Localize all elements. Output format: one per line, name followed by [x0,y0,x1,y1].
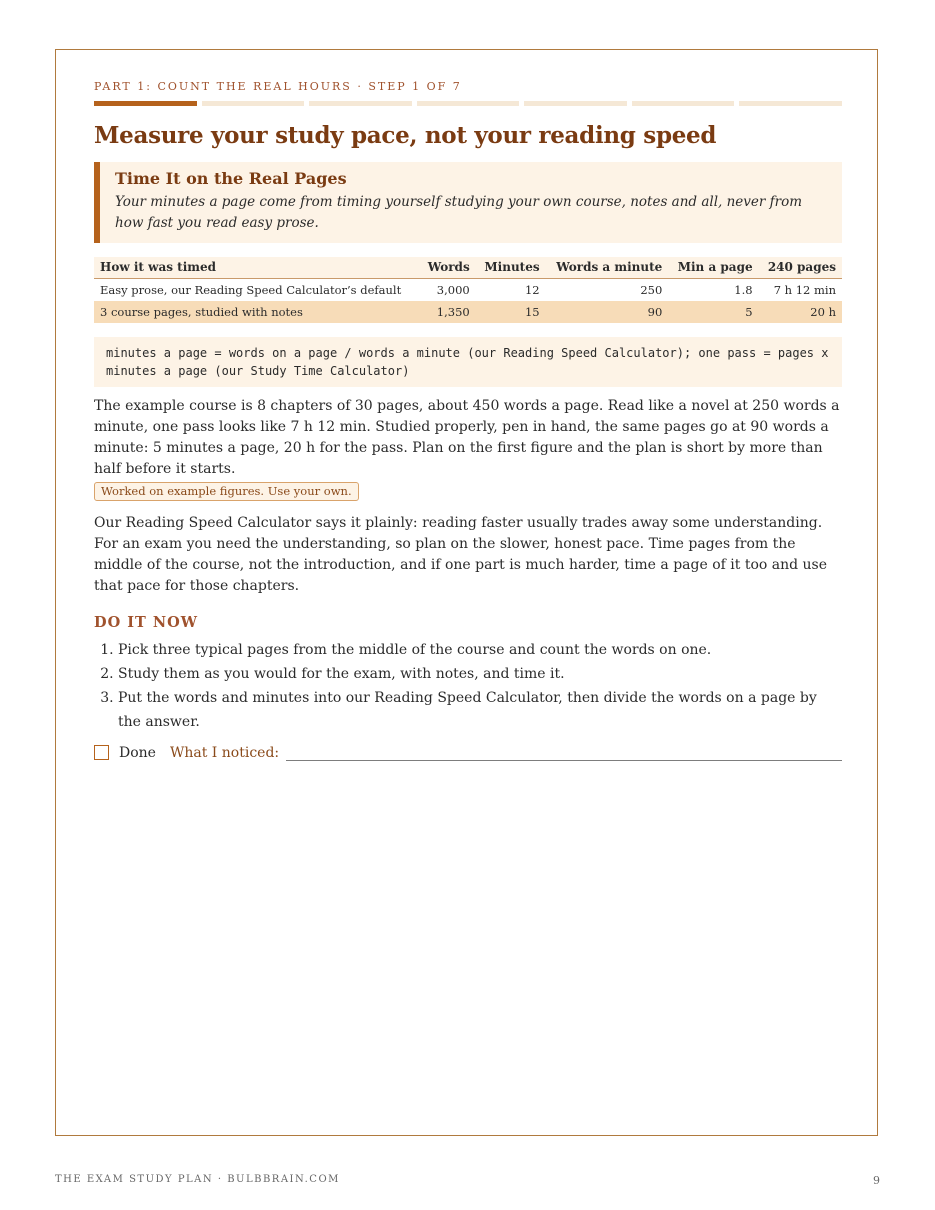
example-paragraph: The example course is 8 chapters of 30 pages, about 450 words a page. Read like a novel at 250 words a minute, one pass looks like 7 h 12 min. Studied properly, pen in hand, the same pages go at 90 words a minute: 5 minutes a page, 20 h for the pass. Plan on the first figure and the plan is short by more than half before it starts. [94,398,840,477]
table-cell: 7 h 12 min [773,283,836,297]
section-kicker: PART 1: COUNT THE REAL HOURS · STEP 1 OF 7 [94,80,462,93]
pace-table [94,257,842,323]
done-checkbox[interactable] [94,745,109,760]
table-row [94,279,842,302]
example-note-tag: Worked on example figures. Use your own. [94,482,359,501]
callout-heading: Time It on the Real Pages [115,169,347,188]
table-cell: 1.8 [734,283,753,297]
advice-paragraph: Our Reading Speed Calculator says it plainly: reading faster usually trades away some understanding. For an exam you need the understanding, so plan on the slower, honest pace. Time pages from the middle of the course, not the introduction, and if one part is much harder, time a page of it too and use that pace for those chapters. [94,515,828,594]
column-header: Minutes [476,257,546,279]
column-header: Words [420,257,476,279]
column-header: Min a page [668,257,758,279]
table-header-row [94,257,842,279]
table-row-highlighted [94,301,842,323]
page-number: 9 [873,1174,880,1187]
progress-segment [309,101,412,106]
done-label: Done [119,744,156,761]
table-cell: 20 h [810,305,836,319]
formula-block: minutes a page = words on a page / words a minute (our Reading Speed Calculator); one pass = pages x minutes a page (our Study Time Calculator) [94,337,842,387]
do-it-now-heading: DO IT NOW [94,614,199,631]
table-cell: 3,000 [436,283,470,297]
page-title: Measure your study pace, not your reading speed [94,122,717,149]
column-header: Words a minute [546,257,669,279]
notes-line-field[interactable] [286,744,842,761]
list-item: 3. Put the words and minutes into our Reading Speed Calculator, then divide the words on a page by the answer. [118,686,842,734]
step-progress-bar [94,101,842,106]
table-cell: 250 [640,283,663,297]
column-header: How it was timed [94,257,420,279]
table-cell: 90 [647,305,663,319]
table-cell: 1,350 [436,305,470,319]
callout-box [94,162,842,243]
list-item: 2. Study them as you would for the exam, with notes, and time it. [118,662,842,686]
page-content [94,80,842,761]
progress-segment [524,101,627,106]
table-cell: 5 [745,305,753,319]
table-cell: 12 [524,283,540,297]
noticed-label: What I noticed: [169,744,280,761]
footer-title: THE EXAM STUDY PLAN · BULBBRAIN.COM [55,1174,340,1185]
progress-segment [94,101,197,106]
progress-segment [202,101,305,106]
done-row [94,744,842,761]
column-header: 240 pages [759,257,842,279]
callout-text: Your minutes a page come from timing yourself studying your own course, notes and all, never from how fast you read easy prose. [115,194,803,231]
progress-segment [739,101,842,106]
action-steps-list [94,638,842,734]
table-cell: 15 [524,305,540,319]
progress-segment [632,101,735,106]
table-cell: Easy prose, our Reading Speed Calculator’s default [100,283,402,297]
page-frame [55,49,878,1136]
table-cell: 3 course pages, studied with notes [100,305,303,319]
progress-segment [417,101,520,106]
list-item: 1. Pick three typical pages from the middle of the course and count the words on one. [118,638,842,662]
